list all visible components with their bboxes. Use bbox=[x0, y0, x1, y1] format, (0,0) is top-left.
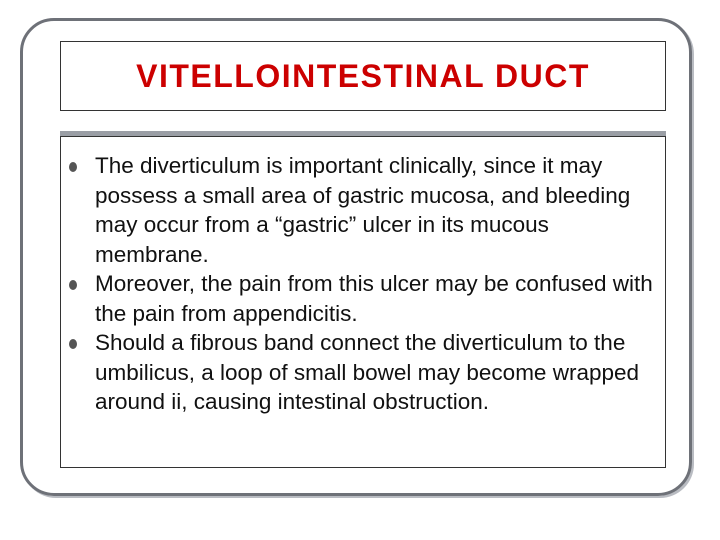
bullet-icon bbox=[69, 280, 77, 290]
bullet-text: Should a fibrous band connect the diverticulum to the umbilicus, a loop of small bowel may become wrapped around ii, causing intestinal obstruction. bbox=[95, 330, 640, 414]
slide-title: VITELLOINTESTINAL DUCT bbox=[136, 57, 590, 94]
bullet-list bbox=[61, 137, 665, 417]
bullet-item bbox=[95, 269, 659, 328]
content-box bbox=[60, 136, 666, 468]
bullet-text: Moreover, the pain from this ulcer may be confused with the pain from appendicitis. bbox=[95, 271, 653, 326]
title-box bbox=[60, 41, 666, 111]
bullet-item bbox=[95, 151, 659, 269]
bullet-icon bbox=[69, 162, 77, 172]
bullet-icon bbox=[69, 339, 77, 349]
bullet-text: The diverticulum is important clinically, since it may possess a small area of gastric mucosa, and bleeding may occur from a “gastric” ulcer in its mucous membrane. bbox=[95, 153, 631, 267]
bullet-item bbox=[95, 328, 659, 417]
